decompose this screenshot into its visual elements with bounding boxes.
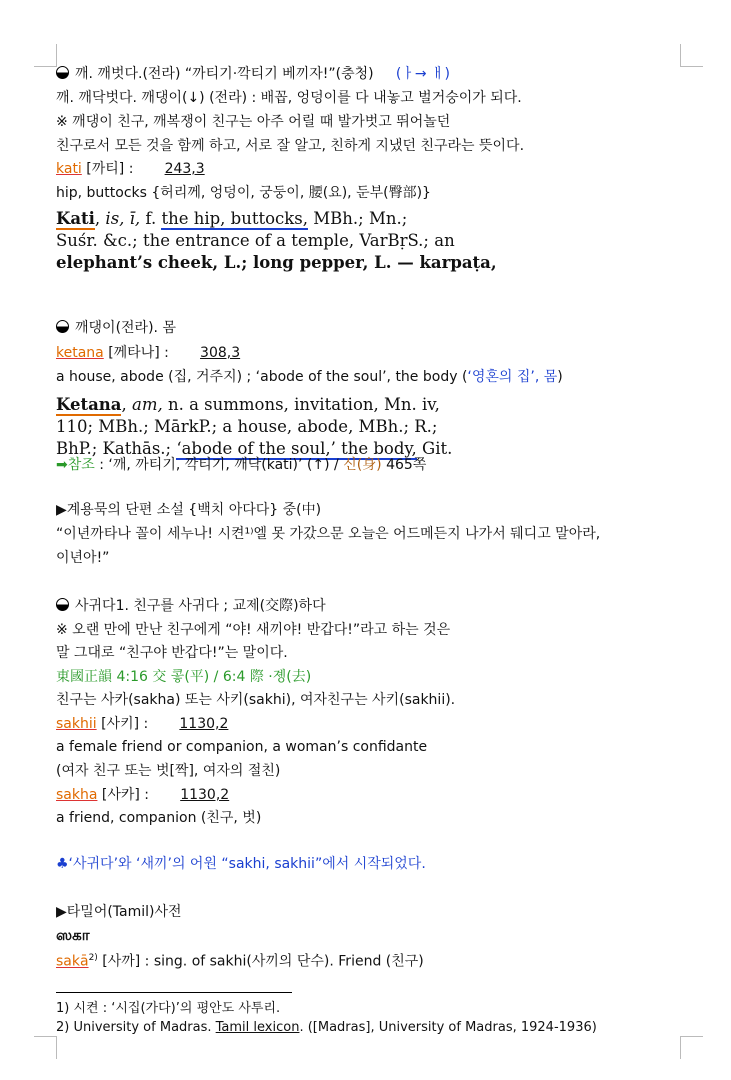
footnote-2: 2) University of Madras. Tamil lexicon. ([Madras], University of Madras, 1924-1936) [56,1020,597,1035]
s4-line2: ※ 오랜 만에 만난 친구에게 “야! 새끼야! 반갑다!”라고 하는 것은 [56,622,451,638]
s4-term2: sakha [사카] : 1130,2 [56,787,230,803]
s2-definition: a house, abode (집, 거주지) ; ‘abode of the soul’, the body (‘영혼의 집’, 몸) [56,369,563,385]
yin-yang-icon [56,320,69,333]
s3-heading: ▶계용묵의 단편 소설 {백치 아다다} 중(中) [56,502,322,518]
corner-mark-tr [680,44,703,67]
s4-line1: 사귀다1. 친구를 사귀다 ; 교제(交際)하다 [56,596,326,616]
s4-club-note: ♣‘사귀다’와 ‘새끼’의 어원 “sakhi, sakhii”에서 시작되었다. [56,856,426,872]
s4-line4: 東國正韻 4:16 交 콯(平) / 6:4 際 ·졩(去) [56,669,312,685]
yin-yang-icon [56,66,69,79]
s4-def2: a friend, companion (친구, 벗) [56,810,262,826]
s2-line1: 깨댕이(전라). 몸 [56,318,176,338]
s4-def1: a female friend or companion, a woman’s confidante [56,739,428,755]
s4-line3: 말 그대로 “친구야 반갑다!”는 말이다. [56,645,288,661]
s1-line3: ※ 깨댕이 친구, 깨복쟁이 친구는 아주 어릴 때 발가벗고 뛰어놀던 [56,114,451,130]
dict-line: BhP.; Kathās.; ‘abode of the soul,’ the body, Git. [56,439,453,458]
dict-line: elephant’s cheek, L.; long pepper, L. — karpaṭa, [56,253,497,272]
dict-line: Suśr. &c.; the entrance of a temple, VarBṛS.; an [56,231,455,250]
s2-dict-excerpt [56,394,452,460]
s5-tamil-word: ஸகா [56,926,90,944]
s5-term: sakā$^{2)}$ [사까] : sing. of sakhi(사끼의 단수). Friend (친구) [56,953,424,970]
dict-line: Kati, is, ī, f. the hip, buttocks, MBh.; Mn.; [56,209,408,228]
s1-definition: hip, buttocks {허리께, 엉덩이, 궁둥이, 腰(요), 둔부(臀部)} [56,185,431,201]
s5-heading: ▶타밀어(Tamil)사전 [56,904,182,920]
s4-def1b: (여자 친구 또는 벗[짝], 여자의 절친) [56,763,281,779]
footnote-divider [56,992,292,993]
footnote-1: 1) 시켠 : ‘시집(가다)’의 평안도 사투리. [56,1001,281,1016]
s2-reference: ➡참조 : ‘깨, 까티기, 깍티기, 깨닥(kati)’ (↑) / 신(身) 465쪽 [56,457,427,473]
dict-line: Ketana, am, n. a summons, invitation, Mn. iv, [56,395,440,414]
yin-yang-icon [56,598,69,611]
s4-term1: sakhii [사키] : 1130,2 [56,716,229,732]
dict-line: 110; MBh.; MārkP.; a house, abode, MBh.; R.; [56,417,438,436]
s1-line2: 깨. 깨닥벗다. 깨댕이(↓) (전라) : 배꼽, 엉덩이를 다 내놓고 벌거숭이가 되다. [56,90,522,106]
corner-mark-tl [34,44,57,67]
corner-mark-bl [34,1036,57,1059]
s3-quote-line1: “이년까타나 꼴이 세누나! 시켠¹⁾엘 못 가갔으문 오늘은 어드메든지 나가서 뒈디고 말아라, [56,526,601,542]
s3-quote-line2: 이년아!” [56,550,110,566]
s1-term: kati [까티] : 243,3 [56,161,205,177]
s1-line4: 친구로서 모든 것을 함께 하고, 서로 잘 알고, 친하게 지냈던 친구라는 뜻이다. [56,138,525,154]
s2-term: ketana [께타나] : 308,3 [56,345,241,361]
s1-dict-excerpt [56,208,497,274]
s4-line5: 친구는 사카(sakha) 또는 사키(sakhi), 여자친구는 사키(sakhii). [56,692,456,708]
s1-line1: 깨. 깨벗다.(전라) “까티기·깍티기 베끼자!”(충청) (ㅏ→ ㅐ) [56,64,450,84]
corner-mark-br [680,1036,703,1059]
